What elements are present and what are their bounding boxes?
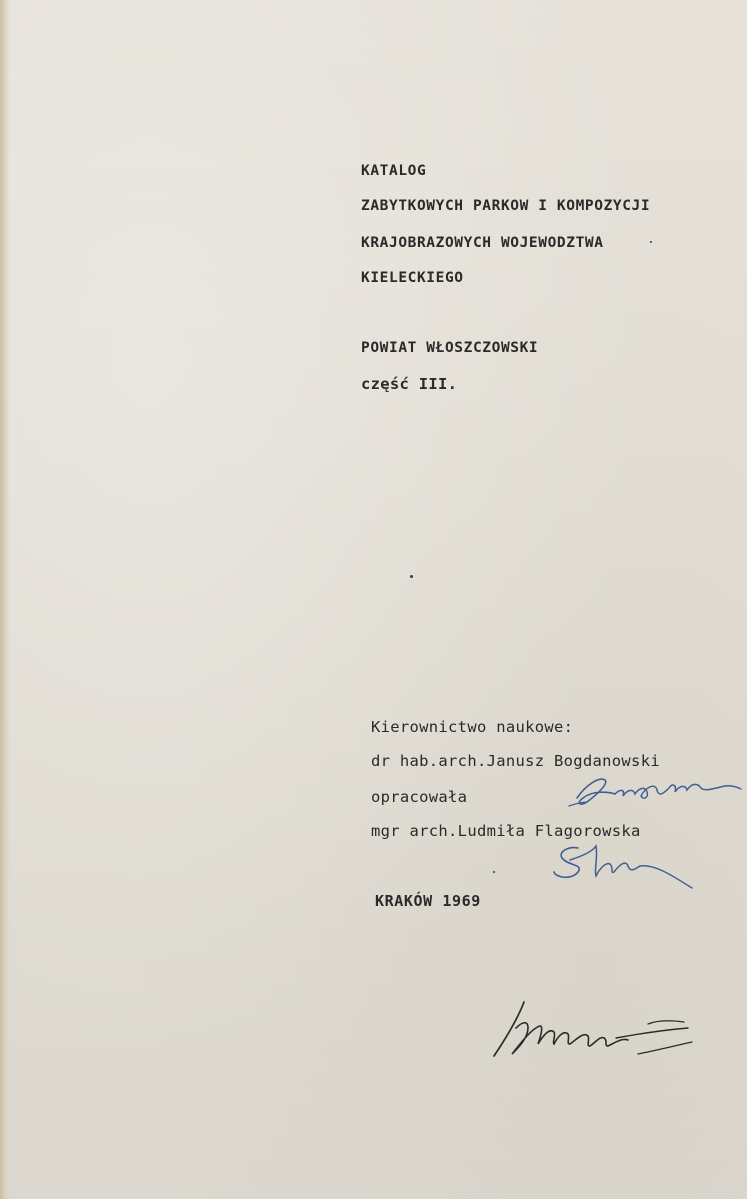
- supervisor-name: dr hab.arch.Janusz Bogdanowski: [371, 752, 660, 770]
- place-date: KRAKÓW 1969: [375, 892, 481, 910]
- author-signature: [548, 838, 698, 893]
- author-name: mgr arch.Ludmiła Flagorowska: [371, 822, 641, 840]
- stray-mark: [650, 241, 652, 243]
- stray-mark: [410, 575, 413, 578]
- title-line-2: ZABYTKOWYCH PARKOW I KOMPOZYCJI: [361, 198, 651, 214]
- bottom-signature: [488, 998, 698, 1063]
- prepared-by-label: opracowała: [371, 788, 468, 806]
- part-label: część III.: [361, 375, 458, 393]
- title-line-4: KIELECKIEGO: [361, 270, 464, 286]
- stray-mark: [493, 871, 495, 873]
- title-line-3: KRAJOBRAZOWYCH WOJEWODZTWA: [361, 235, 604, 251]
- supervisor-signature: [565, 768, 745, 813]
- supervision-label: Kierownictwo naukowe:: [371, 718, 574, 736]
- title-line-1: KATALOG: [361, 163, 427, 179]
- district-title: POWIAT WŁOSZCZOWSKI: [361, 340, 539, 356]
- page-edge: [0, 0, 10, 1199]
